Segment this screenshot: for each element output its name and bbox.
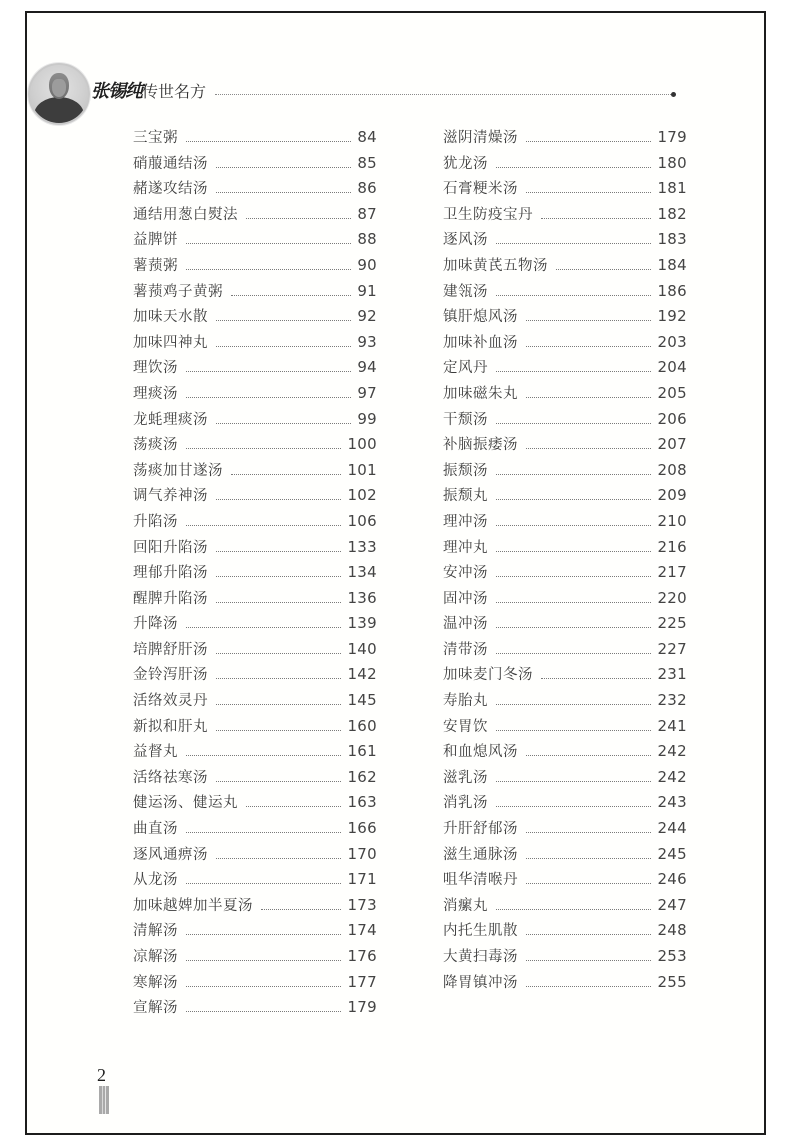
toc-entry-page-number: 171 <box>347 870 377 889</box>
dot-leader <box>186 371 351 372</box>
toc-entry-page-number: 253 <box>657 947 687 965</box>
toc-entry[interactable] <box>133 715 377 741</box>
toc-entry[interactable] <box>443 152 687 178</box>
toc-entry-page-number: 242 <box>657 742 687 761</box>
toc-entry[interactable] <box>133 331 377 357</box>
toc-entry-page-number: 84 <box>357 128 377 146</box>
toc-entry-title: 益脾饼 <box>133 232 178 249</box>
toc-entry-page-number: 91 <box>357 281 377 300</box>
toc-entry-page-number: 142 <box>347 665 377 684</box>
toc-entry[interactable] <box>443 740 687 766</box>
toc-entry[interactable] <box>443 843 687 869</box>
dot-leader <box>496 371 651 372</box>
dot-leader <box>526 986 651 987</box>
dot-leader <box>246 806 341 807</box>
toc-entry-page-number: 203 <box>657 332 687 351</box>
toc-entry[interactable] <box>443 433 687 459</box>
toc-entry-title: 升陷汤 <box>133 513 178 530</box>
dot-leader <box>526 755 651 756</box>
toc-entry-title: 滋阴清燥汤 <box>443 130 518 146</box>
dot-leader <box>216 423 351 424</box>
toc-entry-title: 加味四神丸 <box>133 334 208 351</box>
toc-entry-page-number: 136 <box>347 588 377 607</box>
toc-entry[interactable] <box>443 126 687 152</box>
toc-entry-page-number: 162 <box>347 767 377 786</box>
dot-leader <box>186 243 351 244</box>
toc-entry[interactable] <box>133 791 377 817</box>
dot-leader <box>186 397 351 398</box>
toc-entry-page-number: 177 <box>347 972 377 991</box>
dot-leader <box>496 909 651 910</box>
page-frame <box>25 11 766 1135</box>
toc-entry-page-number: 184 <box>657 255 687 274</box>
toc-entry-page-number: 180 <box>657 153 687 172</box>
dot-leader <box>541 218 651 219</box>
dot-leader <box>216 551 341 552</box>
dot-leader <box>216 576 341 577</box>
dot-leader <box>496 499 651 500</box>
toc-entry-title: 荡痰汤 <box>133 437 178 454</box>
toc-entry-title: 消乳汤 <box>443 795 488 812</box>
toc-entry-title: 补脑振痿汤 <box>443 437 518 454</box>
dot-leader <box>216 499 341 500</box>
toc-entry[interactable] <box>133 305 377 331</box>
toc-entry-title: 荡痰加甘遂汤 <box>133 462 223 479</box>
page-number: 2 <box>97 1065 106 1085</box>
toc-entry-title: 升肝舒郁汤 <box>443 821 518 838</box>
toc-entry-title: 固冲汤 <box>443 590 488 607</box>
toc-entry-page-number: 86 <box>357 179 377 198</box>
toc-entry-page-number: 220 <box>657 588 687 607</box>
toc-entry-page-number: 182 <box>657 204 687 223</box>
toc-entry-page-number: 163 <box>347 793 377 812</box>
toc-entry[interactable] <box>133 843 377 869</box>
toc-entry-page-number: 208 <box>657 460 687 479</box>
toc-entry-title: 理郁升陷汤 <box>133 565 208 582</box>
toc-entry[interactable] <box>443 561 687 587</box>
dot-leader <box>556 269 651 270</box>
toc-entry-page-number: 161 <box>347 742 377 761</box>
toc-entry-title: 升降汤 <box>133 616 178 633</box>
dot-leader <box>526 832 651 833</box>
toc-entry[interactable] <box>133 561 377 587</box>
toc-entry-page-number: 92 <box>357 307 377 326</box>
dot-leader <box>496 806 651 807</box>
dot-leader <box>231 474 341 475</box>
toc-entry[interactable] <box>443 331 687 357</box>
dot-leader <box>496 167 651 168</box>
toc-entry-title: 加味黄芪五物汤 <box>443 257 548 274</box>
toc-entry-page-number: 170 <box>347 844 377 863</box>
toc-entry-title: 健运汤、健运丸 <box>133 795 238 812</box>
toc-entry-title: 硝菔通结汤 <box>133 155 208 172</box>
toc-entry-title: 宣解汤 <box>133 1000 178 1017</box>
toc-entry[interactable] <box>443 280 687 306</box>
toc-entry-title: 降胃镇冲汤 <box>443 974 518 991</box>
toc-entry-title: 卫生防疫宝丹 <box>443 206 533 223</box>
toc-entry-title: 活络祛寒汤 <box>133 769 208 786</box>
dot-leader <box>216 192 351 193</box>
toc-entry-title: 加味越婢加半夏汤 <box>133 897 253 914</box>
toc-entry-page-number: 183 <box>657 230 687 249</box>
dot-leader <box>526 192 651 193</box>
toc-entry-title: 理冲汤 <box>443 513 488 530</box>
book-title <box>91 81 206 103</box>
dot-leader <box>186 269 351 270</box>
toc-entry-page-number: 231 <box>657 665 687 684</box>
toc-entry-title: 建瓴汤 <box>443 283 488 300</box>
toc-entry-page-number: 100 <box>347 435 377 454</box>
toc-entry-title: 和血熄风汤 <box>443 744 518 761</box>
toc-entry[interactable] <box>443 971 687 997</box>
dot-leader <box>496 243 651 244</box>
dot-leader <box>216 602 341 603</box>
toc-entry-title: 镇肝熄风汤 <box>443 309 518 326</box>
toc-entry[interactable] <box>133 689 377 715</box>
toc-entry-page-number: 192 <box>657 307 687 326</box>
toc-entry[interactable] <box>443 766 687 792</box>
toc-entry[interactable] <box>443 791 687 817</box>
toc-entry-title: 醒脾升陷汤 <box>133 590 208 607</box>
toc-entry-page-number: 217 <box>657 563 687 582</box>
dot-leader <box>216 678 341 679</box>
toc-entry-title: 振颓汤 <box>443 462 488 479</box>
toc-entry-page-number: 241 <box>657 716 687 735</box>
dot-leader <box>496 423 651 424</box>
toc-entry[interactable] <box>133 740 377 766</box>
dot-leader <box>186 832 341 833</box>
dot-leader <box>526 397 651 398</box>
toc-entry-title: 逐风汤 <box>443 232 488 249</box>
toc-entry[interactable] <box>133 280 377 306</box>
toc-entry-page-number: 204 <box>657 358 687 377</box>
toc-entry[interactable] <box>133 868 377 894</box>
toc-entry-title: 加味麦门冬汤 <box>443 667 533 684</box>
toc-entry[interactable] <box>443 689 687 715</box>
dot-leader <box>496 730 651 731</box>
toc-entry-title: 犹龙汤 <box>443 155 488 172</box>
toc-entry-page-number: 225 <box>657 614 687 633</box>
toc-entry-page-number: 87 <box>357 204 377 223</box>
toc-entry[interactable] <box>133 996 377 1022</box>
dot-leader <box>526 346 651 347</box>
toc-entry[interactable] <box>443 587 687 613</box>
toc-entry-page-number: 227 <box>657 639 687 658</box>
toc-entry-title: 曲直汤 <box>133 821 178 838</box>
toc-entry-title: 薯蓣粥 <box>133 257 178 274</box>
toc-entry-page-number: 246 <box>657 870 687 889</box>
toc-entry[interactable] <box>443 536 687 562</box>
page-number-bar-decoration <box>99 1086 109 1114</box>
toc-entry-page-number: 179 <box>347 998 377 1017</box>
toc-entry-title: 理冲丸 <box>443 539 488 556</box>
toc-entry[interactable] <box>133 945 377 971</box>
toc-entry[interactable] <box>443 408 687 434</box>
toc-entry-page-number: 106 <box>347 511 377 530</box>
toc-entry-page-number: 101 <box>347 460 377 479</box>
toc-entry-title: 新拟和肝丸 <box>133 718 208 735</box>
dot-leader <box>216 167 351 168</box>
toc-entry[interactable] <box>443 484 687 510</box>
toc-entry-title: 滋乳汤 <box>443 769 488 786</box>
toc-entry-title: 薯蓣鸡子黄粥 <box>133 283 223 300</box>
dot-leader <box>186 755 341 756</box>
toc-entry[interactable] <box>133 638 377 664</box>
toc-entry[interactable] <box>443 612 687 638</box>
toc-entry-page-number: 133 <box>347 537 377 556</box>
toc-entry[interactable] <box>133 356 377 382</box>
toc-entry-title: 清带汤 <box>443 641 488 658</box>
dot-leader <box>496 627 651 628</box>
toc-entry-title: 三宝粥 <box>133 130 178 146</box>
toc-entry-title: 清解汤 <box>133 923 178 940</box>
toc-entry[interactable] <box>133 382 377 408</box>
toc-entry-page-number: 243 <box>657 793 687 812</box>
toc-entry-title: 赭遂攻结汤 <box>133 181 208 198</box>
toc-entry[interactable] <box>133 484 377 510</box>
dot-leader <box>526 320 651 321</box>
toc-entry-title: 安冲汤 <box>443 565 488 582</box>
author-portrait <box>28 63 90 125</box>
toc-entry-page-number: 85 <box>357 153 377 172</box>
toc-entry-page-number: 145 <box>347 691 377 710</box>
toc-entry[interactable] <box>133 766 377 792</box>
toc-entry-page-number: 174 <box>347 921 377 940</box>
toc-entry-title: 培脾舒肝汤 <box>133 641 208 658</box>
toc-entry-page-number: 90 <box>357 255 377 274</box>
toc-entry[interactable] <box>133 203 377 229</box>
toc-entry-title: 逐风通痹汤 <box>133 846 208 863</box>
dot-leader <box>216 704 341 705</box>
toc-entry-page-number: 207 <box>657 435 687 454</box>
toc-entry-title: 凉解汤 <box>133 949 178 965</box>
toc-entry-title: 活络效灵丹 <box>133 693 208 710</box>
dot-leader <box>526 858 651 859</box>
toc-entry[interactable] <box>133 177 377 203</box>
toc-entry-page-number: 99 <box>357 409 377 428</box>
toc-entry-title: 安胃饮 <box>443 718 488 735</box>
toc-entry-page-number: 209 <box>657 486 687 505</box>
toc-entry[interactable] <box>443 945 687 971</box>
toc-entry[interactable] <box>443 459 687 485</box>
toc-entry-page-number: 248 <box>657 921 687 940</box>
dot-leader <box>186 141 351 142</box>
dot-leader <box>496 295 651 296</box>
toc-entry[interactable] <box>443 510 687 536</box>
toc-entry-title: 加味天水散 <box>133 309 208 326</box>
toc-entry[interactable] <box>133 536 377 562</box>
dot-leader <box>216 858 341 859</box>
toc-entry-title: 温冲汤 <box>443 616 488 633</box>
toc-entry-title: 寿胎丸 <box>443 693 488 710</box>
toc-entry[interactable] <box>133 254 377 280</box>
toc-entry[interactable] <box>133 510 377 536</box>
toc-entry-page-number: 173 <box>347 895 377 914</box>
toc-entry-page-number: 166 <box>347 819 377 838</box>
dot-leader <box>186 1011 341 1012</box>
toc-entry-title: 振颓丸 <box>443 488 488 505</box>
toc-entry[interactable] <box>443 894 687 920</box>
toc-entry-title: 龙蚝理痰汤 <box>133 411 208 428</box>
toc-entry[interactable] <box>133 587 377 613</box>
dot-leader <box>186 934 341 935</box>
toc-entry-title: 回阳升陷汤 <box>133 539 208 556</box>
dot-leader <box>246 218 351 219</box>
dot-leader <box>496 551 651 552</box>
toc-entry-page-number: 210 <box>657 511 687 530</box>
toc-entry-page-number: 244 <box>657 819 687 838</box>
toc-entry[interactable] <box>443 817 687 843</box>
toc-entry[interactable] <box>133 152 377 178</box>
toc-entry-title: 益督丸 <box>133 744 178 761</box>
header-rule-end-dot <box>671 92 676 97</box>
dot-leader <box>496 653 651 654</box>
toc-entry[interactable] <box>133 612 377 638</box>
toc-entry-page-number: 140 <box>347 639 377 658</box>
dot-leader <box>496 576 651 577</box>
dot-leader <box>496 704 651 705</box>
dot-leader <box>526 934 651 935</box>
toc-entry[interactable] <box>443 254 687 280</box>
toc-entry[interactable] <box>133 459 377 485</box>
toc-entry[interactable] <box>443 868 687 894</box>
dot-leader <box>496 525 651 526</box>
dot-leader <box>186 883 341 884</box>
running-header <box>27 13 764 133</box>
dot-leader <box>186 960 341 961</box>
toc-right-column <box>443 126 687 996</box>
toc-entry-title: 金铃泻肝汤 <box>133 667 208 684</box>
toc-entry[interactable] <box>443 305 687 331</box>
toc-entry-title: 内托生肌散 <box>443 923 518 940</box>
toc-entry-page-number: 232 <box>657 691 687 710</box>
toc-entry[interactable] <box>443 663 687 689</box>
toc-entry-page-number: 97 <box>357 383 377 402</box>
dot-leader <box>216 320 351 321</box>
toc-entry[interactable] <box>443 228 687 254</box>
toc-entry-title: 大黄扫毒汤 <box>443 949 518 965</box>
toc-entry[interactable] <box>133 433 377 459</box>
dot-leader <box>231 295 351 296</box>
toc-entry[interactable] <box>133 817 377 843</box>
toc-entry-page-number: 179 <box>657 128 687 146</box>
toc-entry-page-number: 102 <box>347 486 377 505</box>
toc-entry-title: 咀华清喉丹 <box>443 872 518 889</box>
toc-entry-page-number: 88 <box>357 230 377 249</box>
book-subtitle: 传世名方 <box>142 82 207 101</box>
dot-leader <box>216 781 341 782</box>
toc-entry-title: 定风丹 <box>443 360 488 377</box>
toc-entry-page-number: 93 <box>357 332 377 351</box>
dot-leader <box>186 448 341 449</box>
toc-entry[interactable] <box>133 663 377 689</box>
toc-entry[interactable] <box>443 382 687 408</box>
toc-entry-title: 从龙汤 <box>133 872 178 889</box>
toc-entry-page-number: 186 <box>657 281 687 300</box>
dot-leader <box>216 653 341 654</box>
toc-entry-page-number: 245 <box>657 844 687 863</box>
dot-leader <box>216 730 341 731</box>
toc-entry-title: 加味磁朱丸 <box>443 385 518 402</box>
toc-entry-page-number: 206 <box>657 409 687 428</box>
toc-entry-title: 石膏粳米汤 <box>443 181 518 198</box>
toc-entry-page-number: 160 <box>347 716 377 735</box>
toc-entry[interactable] <box>443 715 687 741</box>
portrait-face <box>52 79 66 97</box>
dot-leader <box>496 474 651 475</box>
toc-entry[interactable] <box>443 638 687 664</box>
toc-entry-title: 消瘰丸 <box>443 897 488 914</box>
toc-entry-page-number: 205 <box>657 383 687 402</box>
toc-entry-title: 干颓汤 <box>443 411 488 428</box>
toc-entry-title: 理饮汤 <box>133 360 178 377</box>
toc-entry-title: 调气养神汤 <box>133 488 208 505</box>
dot-leader <box>496 602 651 603</box>
portrait-body <box>34 97 84 125</box>
toc-entry[interactable] <box>133 408 377 434</box>
toc-entry[interactable] <box>443 177 687 203</box>
dot-leader <box>496 781 651 782</box>
toc-entry[interactable] <box>443 356 687 382</box>
dot-leader <box>186 986 341 987</box>
toc-entry-title: 滋生通脉汤 <box>443 846 518 863</box>
toc-entry-page-number: 216 <box>657 537 687 556</box>
toc-entry[interactable] <box>443 203 687 229</box>
toc-entry-page-number: 139 <box>347 614 377 633</box>
toc-entry-page-number: 134 <box>347 563 377 582</box>
dot-leader <box>261 909 341 910</box>
dot-leader <box>526 448 651 449</box>
dot-leader <box>526 141 651 142</box>
header-dotted-rule <box>215 94 673 95</box>
dot-leader <box>186 525 341 526</box>
toc-entry-title: 通结用葱白熨法 <box>133 206 238 223</box>
toc-entry[interactable] <box>133 971 377 997</box>
toc-entry[interactable] <box>133 228 377 254</box>
dot-leader <box>186 627 341 628</box>
toc-entry-page-number: 255 <box>657 972 687 991</box>
dot-leader <box>541 678 651 679</box>
toc-entry[interactable] <box>133 919 377 945</box>
toc-entry[interactable] <box>133 894 377 920</box>
toc-entry-page-number: 94 <box>357 358 377 377</box>
toc-entry[interactable] <box>443 919 687 945</box>
toc-entry[interactable] <box>133 126 377 152</box>
toc-entry-page-number: 247 <box>657 895 687 914</box>
toc-entry-page-number: 181 <box>657 179 687 198</box>
toc-entry-title: 寒解汤 <box>133 974 178 991</box>
author-name: 张锡纯 <box>91 81 142 102</box>
toc-entry-title: 理痰汤 <box>133 385 178 402</box>
dot-leader <box>526 960 651 961</box>
toc-entry-page-number: 176 <box>347 947 377 965</box>
dot-leader <box>526 883 651 884</box>
dot-leader <box>216 346 351 347</box>
toc-left-column <box>133 126 377 1022</box>
toc-entry-title: 加味补血汤 <box>443 334 518 351</box>
toc-entry-page-number: 242 <box>657 767 687 786</box>
